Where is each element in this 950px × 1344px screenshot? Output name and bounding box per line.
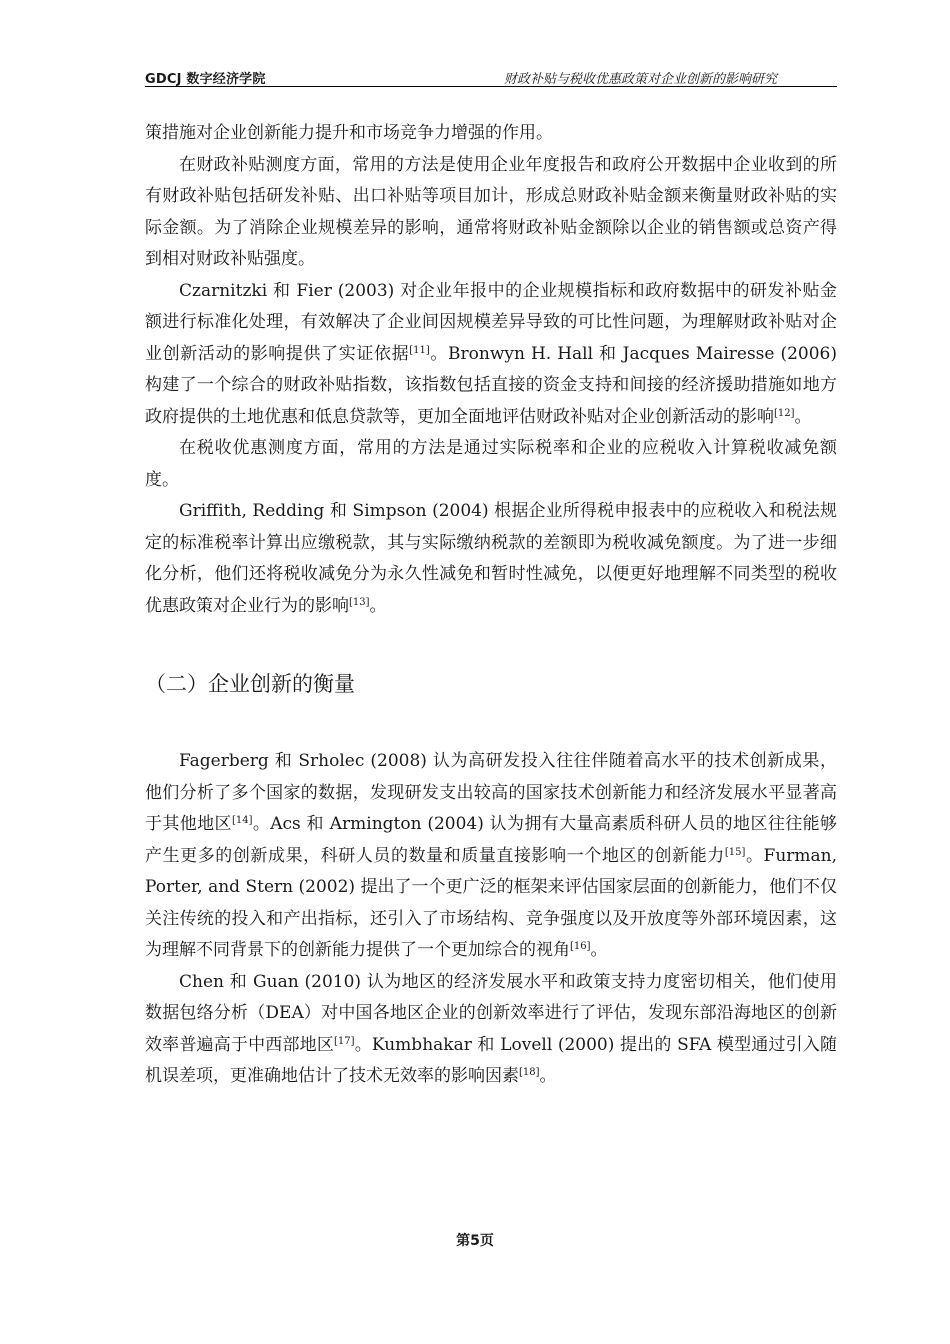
citation-11: [11]: [409, 344, 430, 356]
citation-18: [18]: [519, 1067, 540, 1078]
paragraph-7: Chen 和 Guan (2010) 认为地区的经济发展水平和政策支持力度密切相关，他们使用数据包络分析（DEA）对中国各地区企业的创新效率进行了评估，发现东部沿海地区的创新效率普遍高于中西部地区[17]。Kumbhakar 和 Lovell (2000) 提出的 SFA 模型通过引入随机误差项，更准确地估计了技术无效率的影响因素[18]。: [145, 971, 838, 1086]
paragraph-5: Griffith, Redding 和 Simpson (2004) 根据企业所得税申报表中的应税收入和税法规定的标准税率计算出应缴税款，其与实际缴纳税款的差额即为税收减免额度。为了进一步细化分析，他们还将税收减免分为永久性减免和暂时性减免，以便更好地理解不同类型的税收优惠政策对企业行为的影响[13]。: [145, 501, 837, 616]
header-paper-title: 财政补贴与税收优惠政策对企业创新的影响研究: [503, 72, 777, 87]
paragraph-4: 在税收优惠测度方面，常用的方法是通过实际税率和企业的应税收入计算税收减免额度。: [145, 438, 837, 490]
citation-15: [15]: [724, 846, 746, 858]
paragraph-2: 在财政补贴测度方面，常用的方法是使用企业年度报告和政府公开数据中企业收到的所有财政补贴包括研发补贴、出口补贴等项目加计，形成总财政补贴金额来衡量财政补贴的实际金额。为了消除企业规模差异的影响，通常将财政补贴金额除以企业的销售额或总资产得到相对财政补贴强度。: [145, 154, 837, 269]
section-spacer: [145, 704, 837, 746]
citation-16: [16]: [570, 941, 591, 952]
paragraph-1: 策措施对企业创新能力提升和市场竞争力增强的作用。: [145, 123, 553, 143]
citation-17: [17]: [334, 1035, 355, 1047]
paragraph-6: Fagerberg 和 Srholec (2008) 认为高研发投入往往伴随着高水平的技术创新成果，他们分析了多个国家的数据，发现研发支出较高的国家技术创新能力和经济发展水平显著高于其他地区[14]。Acs 和 Armington (2004) 认为拥有大量高素质科研人员的地区往往能够产生更多的创新成果，科研人员的数量和质量直接影响一个地区的创新能力[15]。Furman, Porter, and Stern (2002) 提出了一个更广泛的框架来评估国家层面的创新能力，他们不仅关注传统的投入和产出指标，还引入了市场结构、竞争强度以及开放度等外部环境因素，这为理解不同背景下的创新能力提供了一个更加综合的视角[16]。: [145, 751, 837, 960]
section-heading: （二）企业创新的衡量: [145, 672, 355, 696]
citation-12: [12]: [774, 407, 795, 419]
citation-13: [13]: [349, 596, 370, 608]
page-number: 第5页: [456, 1233, 494, 1249]
header-institution: GDCJ 数字经济学院: [145, 72, 266, 87]
citation-14: [14]: [231, 815, 253, 826]
page-header: [145, 66, 837, 87]
paragraph-3: Czarnitzki 和 Fier (2003) 对企业年报中的企业规模指标和政府数据中的研发补贴金额进行标准化处理，有效解决了企业间因规模差异导致的可比性问题，为理解财政补贴对企业创新活动的影响提供了实证依据[11]。Bronwyn H. Hall 和 Jacques Mairesse (2006) 构建了一个综合的财政补贴指数，该指数包括直接的资金支持和间接的经济援助措施如地方政府提供的土地优惠和低息贷款等，更加全面地评估财政补贴对企业创新活动的影响[12]。: [145, 280, 838, 427]
main-body: [145, 118, 837, 1093]
